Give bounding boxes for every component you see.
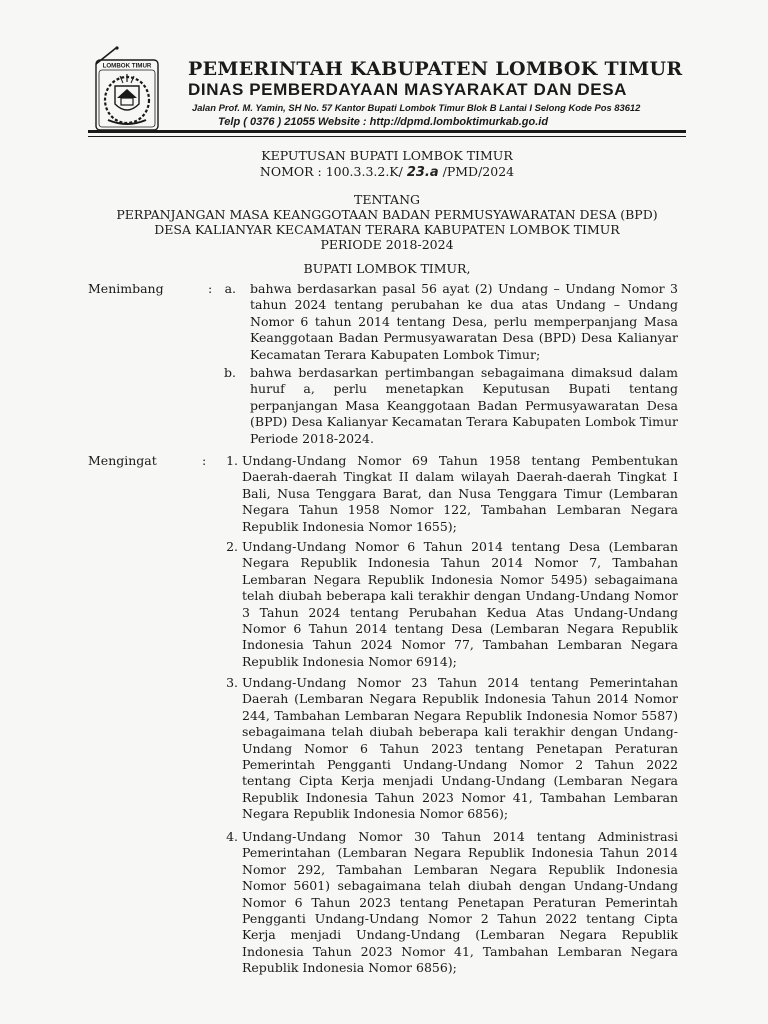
menimbang-item-marker: a. <box>224 281 236 296</box>
menimbang-item-b: bahwa berdasarkan pertimbangan sebagaimana dimaksud dalam huruf a, perlu menetapkan Keputusan Bupati tentang perpanjangan Masa Keanggotaan Badan Permusyawaratan Desa (BPD) Desa Kalianyar Kecamatan Terara Kabupaten Lombok Timur Periode 2018-2024. <box>250 365 678 446</box>
menimbang-item-marker: b. <box>224 365 236 380</box>
mengingat-label: Mengingat <box>88 453 157 468</box>
government-name: PEMERINTAH KABUPATEN LOMBOK TIMUR <box>188 58 683 80</box>
decree-subject-line1: PERPANJANGAN MASA KEANGGOTAAN BADAN PERMUSYAWARATAN DESA (BPD) <box>116 207 658 222</box>
agency-address: Jalan Prof. M. Yamin, SH No. 57 Kantor Bupati Lombok Timur Blok B Lantai I Selong Kode Pos 83612 <box>192 102 641 113</box>
decree-number-handwritten: 23.a <box>406 165 439 180</box>
mengingat-item-marker: 1. <box>226 453 238 468</box>
mengingat-item-1: Undang-Undang Nomor 69 Tahun 1958 tentang Pembentukan Daerah-daerah Tingkat II dalam wilayah Daerah-daerah Tingkat I Bali, Nusa Tenggara Barat, dan Nusa Tenggara Timur (Lembaran Negara Tahun 1958 Nomor 122, Tambahan Lembaran Negara Republik Indonesia Nomor 1655); <box>242 453 678 534</box>
mengingat-item-3: Undang-Undang Nomor 23 Tahun 2014 tentang Pemerintahan Daerah (Lembaran Negara Republik Indonesia Tahun 2014 Nomor 244, Tambahan Lembaran Negara Republik Indonesia Nomor 5587) sebagaimana telah diubah beberapa kali terakhir dengan Undang-Undang Nomor 6 Tahun 2023 tentang Penetapan Peraturan Pemerintah Pengganti Undang-Undang Nomor 2 Tahun 2022 tentang Cipta Kerja menjadi Undang-Undang (Lembaran Negara Republik Indonesia Tahun 2023 Nomor 41, Tambahan Lembaran Negara Republik Indonesia Nomor 6856); <box>242 675 678 822</box>
mengingat-item-marker: 3. <box>226 675 238 690</box>
agency-name: DINAS PEMBERDAYAAN MASYARAKAT DAN DESA <box>188 80 628 99</box>
decree-subject-line3: PERIODE 2018-2024 <box>320 237 454 252</box>
decree-title: KEPUTUSAN BUPATI LOMBOK TIMUR <box>261 148 513 163</box>
decree-number-suffix: /PMD/2024 <box>442 164 515 179</box>
mengingat-item-marker: 4. <box>226 829 238 844</box>
logo-caption: LOMBOK TIMUR <box>102 62 152 70</box>
decree-subject-line2: DESA KALIANYAR KECAMATAN TERARA KABUPATEN LOMBOK TIMUR <box>154 222 620 237</box>
mengingat-item-4: Undang-Undang Nomor 30 Tahun 2014 tentang Administrasi Pemerintahan (Lembaran Negara Republik Indonesia Tahun 2014 Nomor 292, Tambahan Lembaran Negara Republik Indonesia Nomor 5601) sebagaimana telah diubah dengan Undang-Undang Nomor 6 Tahun 2023 tentang Penetapan Peraturan Pemerintah Pengganti Undang-Undang Nomor 2 Tahun 2022 tentang Cipta Kerja menjadi Undang-Undang (Lembaran Negara Republik Indonesia Tahun 2023 Nomor 41, Tambahan Lembaran Negara Republik Indonesia Nomor 6856); <box>242 829 678 976</box>
letterhead-divider-thick <box>88 130 686 133</box>
decree-number <box>88 164 686 180</box>
decree-issuer: BUPATI LOMBOK TIMUR, <box>303 261 471 276</box>
decree-number-prefix: NOMOR : 100.3.3.2.K/ <box>259 164 403 179</box>
mengingat-item-2: Undang-Undang Nomor 6 Tahun 2014 tentang Desa (Lembaran Negara Republik Indonesia Tahun 2014 Nomor 7, Tambahan Lembaran Negara Republik Indonesia Nomor 5495) sebagaimana telah diubah beberapa kali terakhir dengan Undang-Undang Nomor 3 Tahun 2024 tentang Perubahan Kedua Atas Undang-Undang Nomor 6 Tahun 2014 tentang Desa (Lembaran Negara Republik Indonesia Tahun 2024 Nomor 77, Tambahan Lembaran Negara Republik Indonesia Nomor 6914); <box>242 539 678 669</box>
letterhead <box>82 38 682 138</box>
menimbang-label: Menimbang <box>88 281 164 296</box>
menimbang-colon: : <box>208 281 213 296</box>
menimbang-item-a: bahwa berdasarkan pasal 56 ayat (2) Undang – Undang Nomor 3 tahun 2024 tentang perubahan ke dua atas Undang – Undang Nomor 6 tahun 2014 tentang Desa, perlu memperpanjang Masa Keanggotaan Badan Permusyawaratan Desa (BPD) Desa Kalianyar Kecamatan Terara Kabupaten Lombok Timur; <box>250 281 678 362</box>
mengingat-colon: : <box>202 453 207 468</box>
letterhead-text <box>188 58 688 130</box>
lombok-timur-emblem-icon <box>82 46 172 134</box>
letterhead-divider-thin <box>88 136 686 137</box>
mengingat-item-marker: 2. <box>226 539 238 554</box>
about-label: TENTANG <box>353 192 420 207</box>
agency-contact: Telp ( 0376 ) 21055 Website : http://dpmd.lomboktimurkab.go.id <box>218 116 549 128</box>
